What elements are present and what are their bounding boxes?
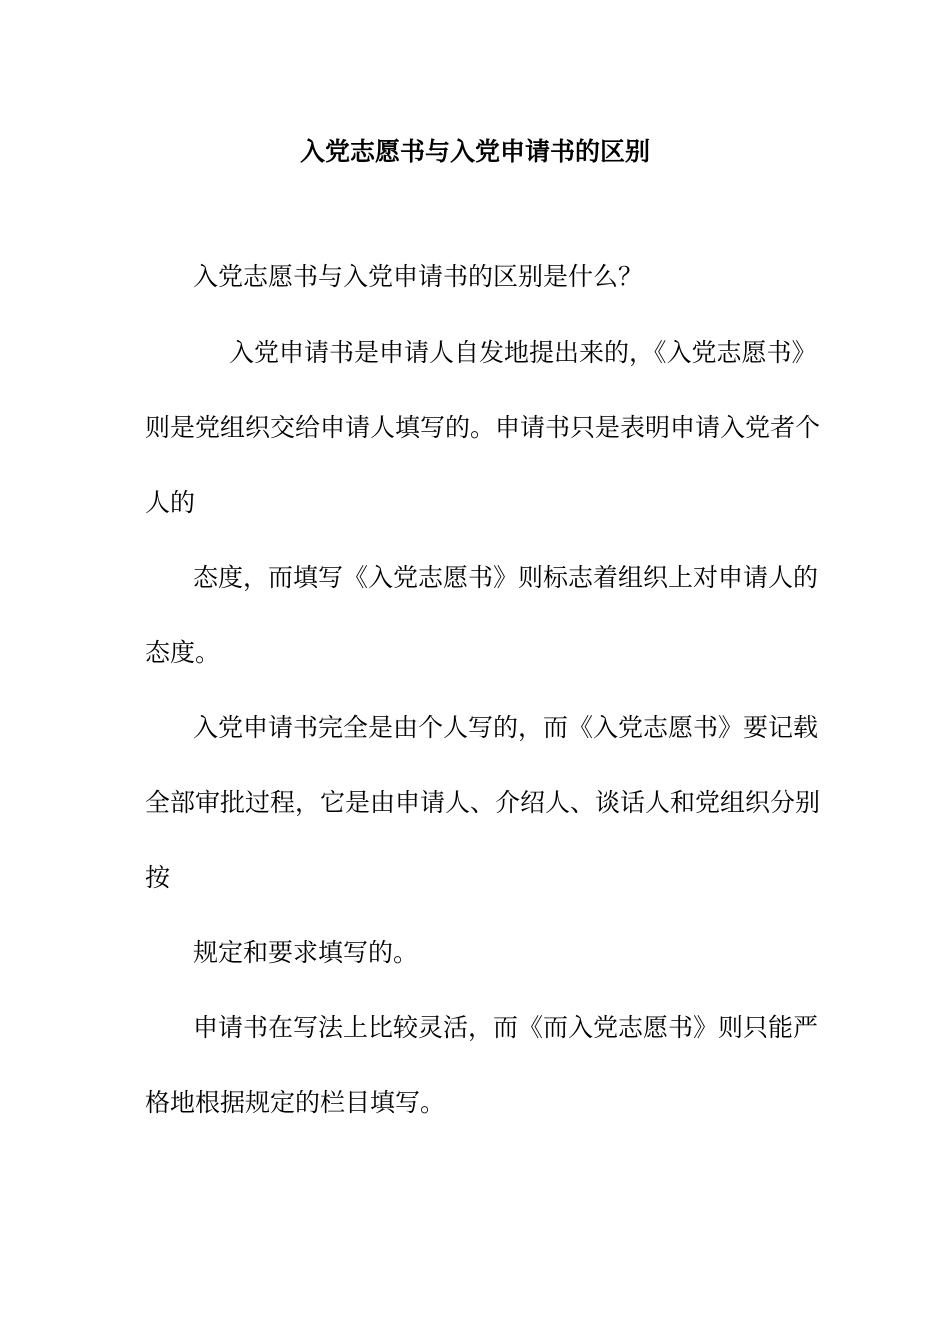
paragraph-line: 入党申请书是申请人自发地提出来的，《入党志愿书》 <box>229 338 817 367</box>
paragraph-line: 态度，而填写《入党志愿书》则标志着组织上对申请人的 <box>193 563 819 592</box>
paragraph-line: 规定和要求填写的。 <box>193 938 419 967</box>
paragraph-line: 按 <box>145 863 171 892</box>
paragraph-line: 格地根据规定的栏目填写。 <box>145 1088 446 1117</box>
paragraph-line: 态度。 <box>145 638 221 667</box>
paragraph-line: 人的 <box>145 488 196 517</box>
paragraph-line: 申请书在写法上比较灵活，而《而入党志愿书》则只能严 <box>193 1013 819 1042</box>
document-title: 入党志愿书与入党申请书的区别 <box>299 137 650 166</box>
paragraph-line: 入党志愿书与入党申请书的区别是什么？ <box>193 262 644 291</box>
paragraph-line: 全部审批过程，它是由申请人、介绍人、谈话人和党组织分别 <box>145 788 821 817</box>
paragraph-line: 则是党组织交给申请人填写的。申请书只是表明申请入党者个 <box>145 413 821 442</box>
paragraph-line: 入党申请书完全是由个人写的，而《入党志愿书》要记载 <box>193 713 819 742</box>
